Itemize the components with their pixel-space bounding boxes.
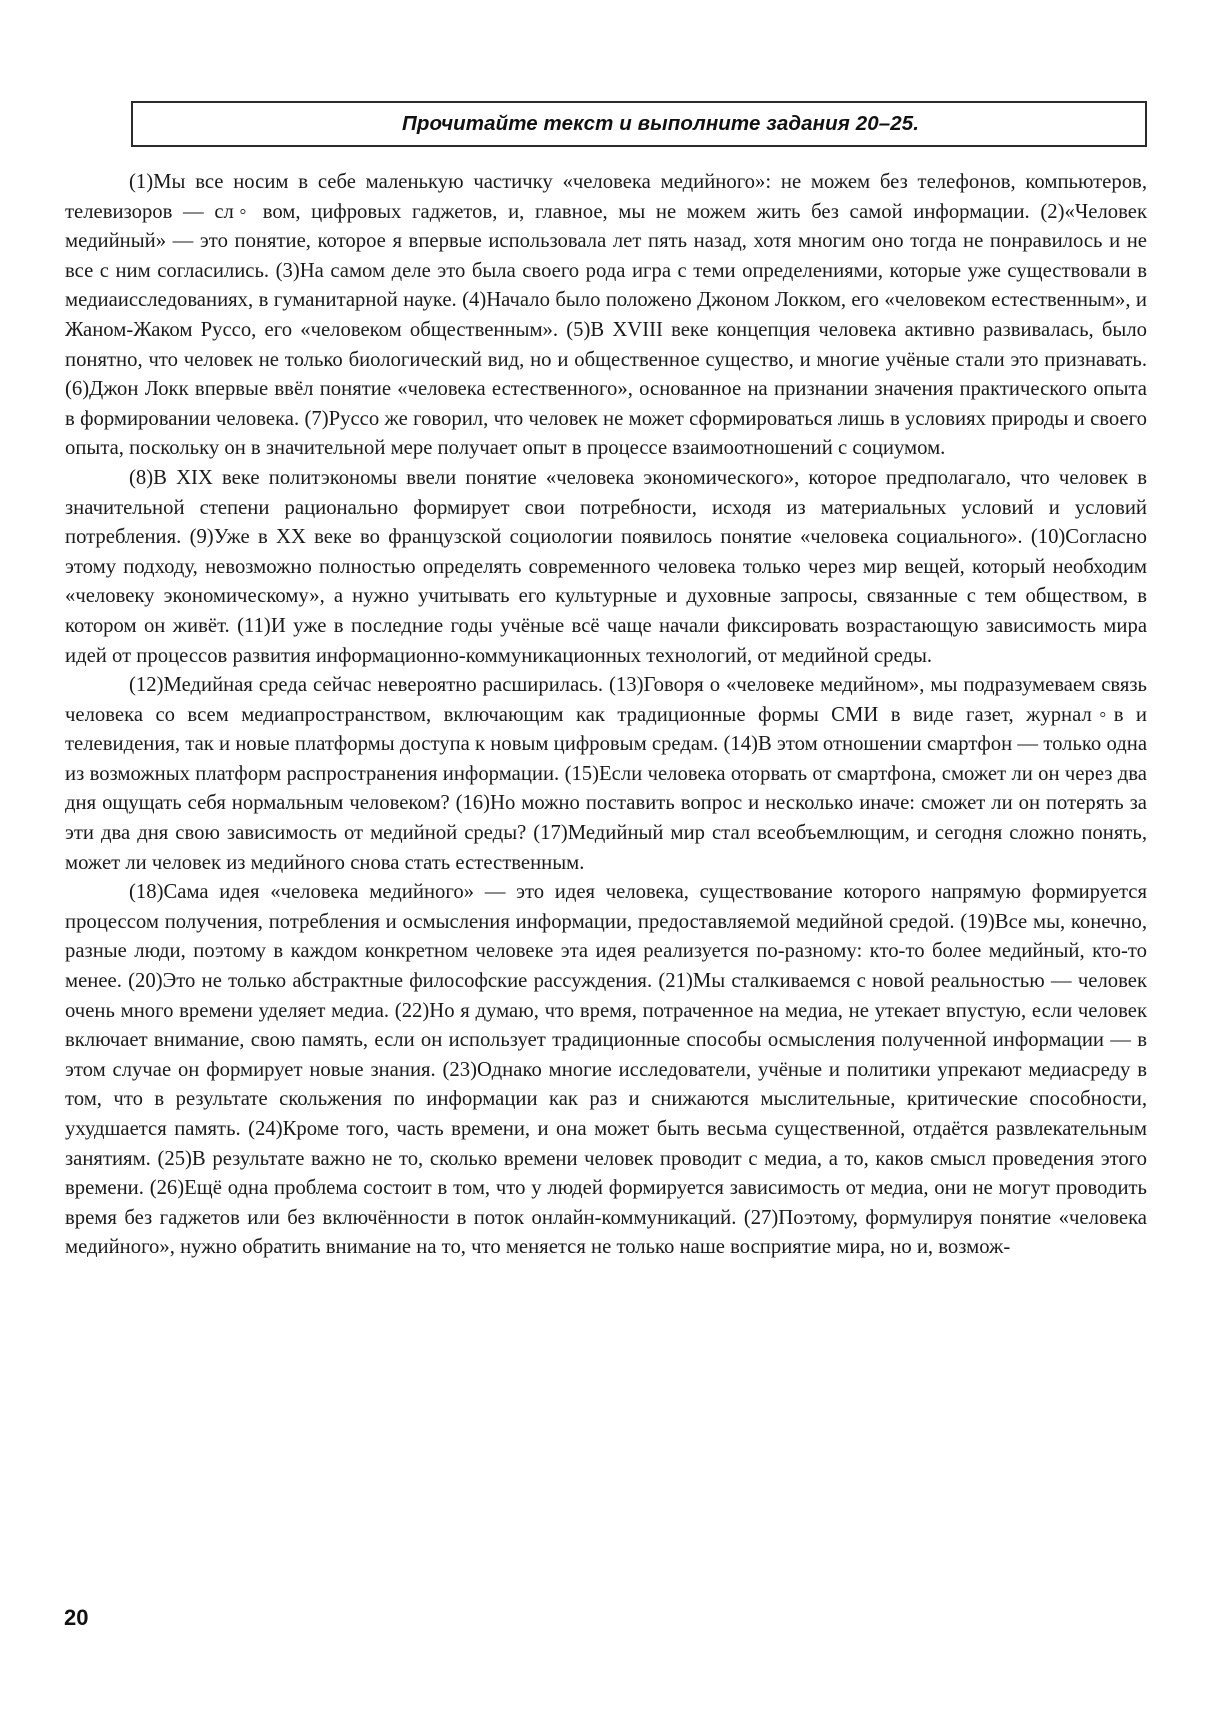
task-header-box bbox=[131, 101, 1147, 147]
text-body bbox=[65, 168, 1147, 1263]
paragraph-3: (12)Медийная среда сейчас невероятно расширилась. (13)Говоря о «человеке медийном», мы подразумеваем связь человека со всем медиапространством, включающим как традиционные формы СМИ в виде газет, журнал◦в и телевидения, так и новые платформы доступа к новым цифровым средам. (14)В этом отношении смартфон — только одна из возможных платформ распространения информации. (15)Если человека оторвать от смартфона, сможет ли он через два дня ощущать себя нормальным человеком? (16)Но можно поставить вопрос и несколько иначе: сможет ли он потерять за эти два дня свою зависимость от медийной среды? (17)Медийный мир стал всеобъемлющим, и сегодня сложно понять, может ли человек из медийного снова стать естественным. bbox=[65, 674, 1147, 874]
paragraph-2: (8)В XIX веке политэкономы ввели понятие «человека экономического», которое предполагало, что человек в значительной степени рационально формирует свои потребности, исходя из материальных условий и условий потребления. (9)Уже в XX веке во французской социологии появилось понятие «человека социального». (10)Согласно этому подходу, невозможно полностью определять современного человека только через мир вещей, который необходим «человеку экономическому», а нужно учитывать его культурные и духовные запросы, связанные с тем обществом, в котором он живёт. (11)И уже в последние годы учёные всё чаще начали фиксировать возрастающую зависимость мира идей от процессов развития информационно-коммуникационных технологий, от медийной среды. bbox=[65, 466, 1147, 667]
paragraph-4: (18)Сама идея «человека медийного» — это идея человека, существование которого напрямую формируется процессом получения, потребления и осмысления информации, предоставляемой медийной средой. (19)Все мы, конечно, разные люди, поэтому в каждом конкретном человеке эта идея реализуется по-разному: кто-то более медийный, кто-то менее. (20)Это не только абстрактные философские рассуждения. (21)Мы сталкиваемся с новой реальностью — человек очень много времени уделяет медиа. (22)Но я думаю, что время, потраченное на медиа, не утекает впустую, если человек включает внимание, свою память, если он использует традиционные способы осмысления полученной информации — в этом случае он формирует новые знания. (23)Однако многие исследователи, учёные и политики упрекают медиасреду в том, что в результате скольжения по информации как раз и снижаются мыслительные, критические способности, ухудшается память. (24)Кроме того, часть времени, и она может быть весьма существенной, отдаётся развлекательным занятиям. (25)В результате важно не то, сколько времени человек проводит с медиа, а то, каков смысл проведения этого времени. (26)Ещё одна проблема состоит в том, что у людей формируется зависимость от медиа, они не могут проводить время без гаджетов или без включённости в поток онлайн-коммуникаций. (27)Поэтому, формулируя понятие «человека медийного», нужно обратить внимание на то, что меняется не только наше восприятие мира, но и, возмож- bbox=[65, 881, 1147, 1259]
task-header-title: Прочитайте текст и выполните задания 20–25. bbox=[402, 112, 919, 135]
page-number: 20 bbox=[64, 1605, 89, 1630]
paragraph-1: (1)Мы все носим в себе маленькую частичку «человека медийного»: не можем без телефонов, компьютеров, телевизоров — сл◦ вом, цифровых гаджетов, и, главное, мы не можем жить без самой информации. (2)«Человек медийный» — это понятие, которое я впервые использовала лет пять назад, хотя многим оно тогда не понравилось и не все с ним согласились. (3)На самом деле это была своего рода игра с теми определениями, которые уже существовали в медиаисследованиях, в гуманитарной науке. (4)Начало было положено Джоном Локком, его «человеком естественным», и Жаном-Жаком Руссо, его «человеком общественным». (5)В XVIII веке концепция человека активно развивалась, было понятно, что человек не только биологический вид, но и общественное существо, и многие учёные стали это признавать. (6)Джон Локк впервые ввёл понятие «человека естественного», основанное на признании значения практического опыта в формировании человека. (7)Руссо же говорил, что человек не может сформироваться лишь в условиях природы и своего опыта, поскольку он в значительной мере получает опыт в процессе взаимоотношений с социумом. bbox=[65, 171, 1147, 460]
